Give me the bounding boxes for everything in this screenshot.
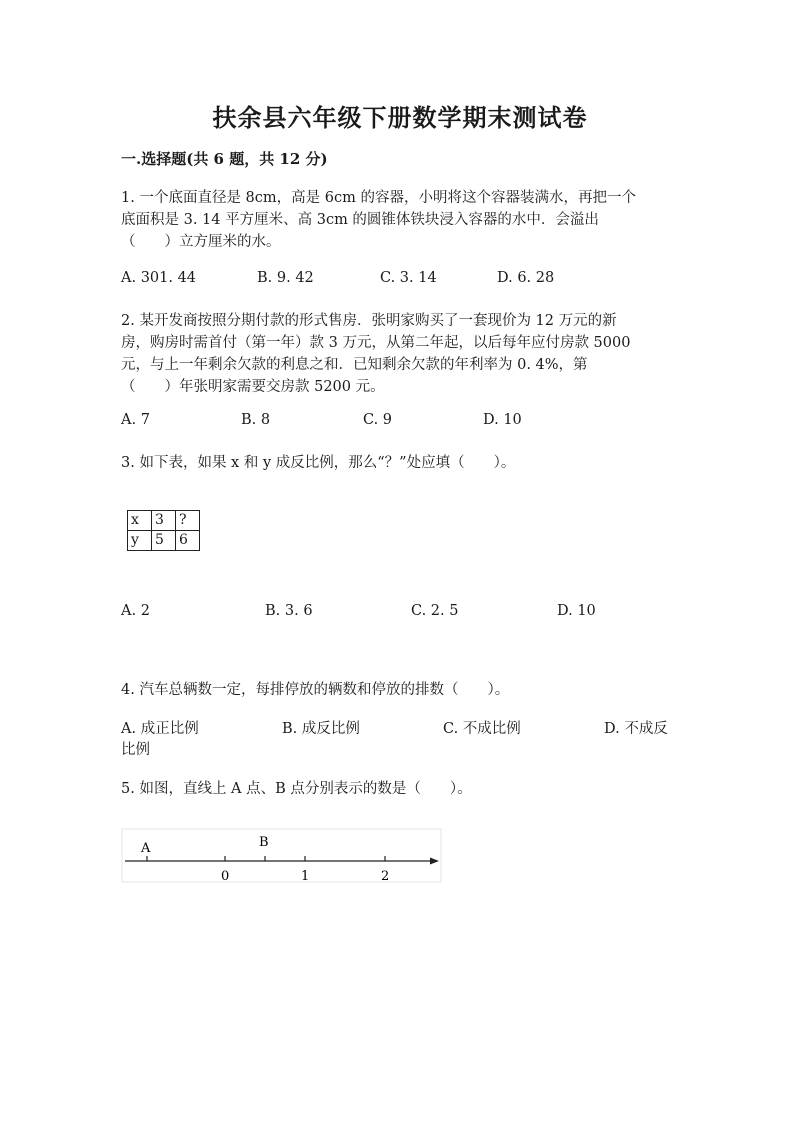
question-text-line: 1. 一个底面直径是 8cm，高是 6cm 的容器，小明将这个容器装满水，再把一个 [121, 190, 636, 206]
point-label-a: A [141, 841, 151, 856]
table-cell: 6 [176, 531, 200, 551]
option-d-wrap: 比例 [121, 742, 150, 758]
option-a: A. 7 [121, 412, 150, 428]
tick-label-0: 0 [221, 869, 230, 884]
question-text: 4. 汽车总辆数一定，每排停放的辆数和停放的排数（ ）。 [121, 682, 510, 698]
option-a: A. 2 [121, 603, 150, 619]
option-c: C. 9 [363, 412, 393, 428]
option-d: D. 6. 28 [497, 270, 555, 286]
table-row [128, 531, 200, 551]
table-cell: 5 [152, 531, 176, 551]
tick-label-1: 1 [301, 869, 310, 884]
option-d: D. 10 [483, 412, 522, 428]
option-d: D. 10 [557, 603, 596, 619]
table-cell: x [128, 511, 152, 531]
question-text-line: 底面积是 3. 14 平方厘米、高 3cm 的圆锥体铁块浸入容器的水中．会溢出 [121, 212, 599, 228]
option-c: C. 2. 5 [411, 603, 459, 619]
option-b: B. 9. 42 [257, 270, 314, 286]
question-text-line: 元，与上一年剩余欠款的利息之和．已知剩余欠款的年利率为 0. 4%，第 [121, 357, 588, 373]
table-row [128, 511, 200, 531]
section-heading: 一.选择题(共 6 题，共 12 分) [121, 150, 328, 168]
option-b: B. 8 [241, 412, 271, 428]
option-a: A. 301. 44 [121, 270, 197, 286]
point-label-b: B [259, 835, 269, 850]
question-text-line: 2. 某开发商按照分期付款的形式售房．张明家购买了一套现价为 12 万元的新 [121, 313, 617, 329]
question-text-line: （ ）立方厘米的水。 [121, 234, 281, 250]
question-text-line: （ ）年张明家需要交房款 5200 元。 [121, 379, 385, 395]
option-b: B. 3. 6 [265, 603, 313, 619]
option-c: C. 3. 14 [380, 270, 437, 286]
tick-label-2: 2 [381, 869, 390, 884]
table-cell: ? [176, 511, 200, 531]
arrow-head-icon [430, 858, 439, 865]
option-b: B. 成反比例 [282, 721, 360, 737]
question-text: 5. 如图，直线上 A 点、B 点分别表示的数是（ ）。 [121, 781, 472, 797]
figure-frame [122, 829, 441, 882]
xy-table [127, 510, 200, 551]
option-c: C. 不成比例 [443, 721, 521, 737]
page-title: 扶余县六年级下册数学期末测试卷 [212, 103, 588, 132]
question-text-line: 房，购房时需首付（第一年）款 3 万元，从第二年起，以后每年应付房款 5000 [121, 335, 631, 351]
option-a: A. 成正比例 [121, 721, 199, 737]
question-text: 3. 如下表，如果 x 和 y 成反比例，那么“？”处应填（ ）。 [121, 455, 516, 471]
table-cell: y [128, 531, 152, 551]
option-d: D. 不成反 [604, 721, 668, 737]
table-cell: 3 [152, 511, 176, 531]
number-line-figure [121, 828, 443, 884]
